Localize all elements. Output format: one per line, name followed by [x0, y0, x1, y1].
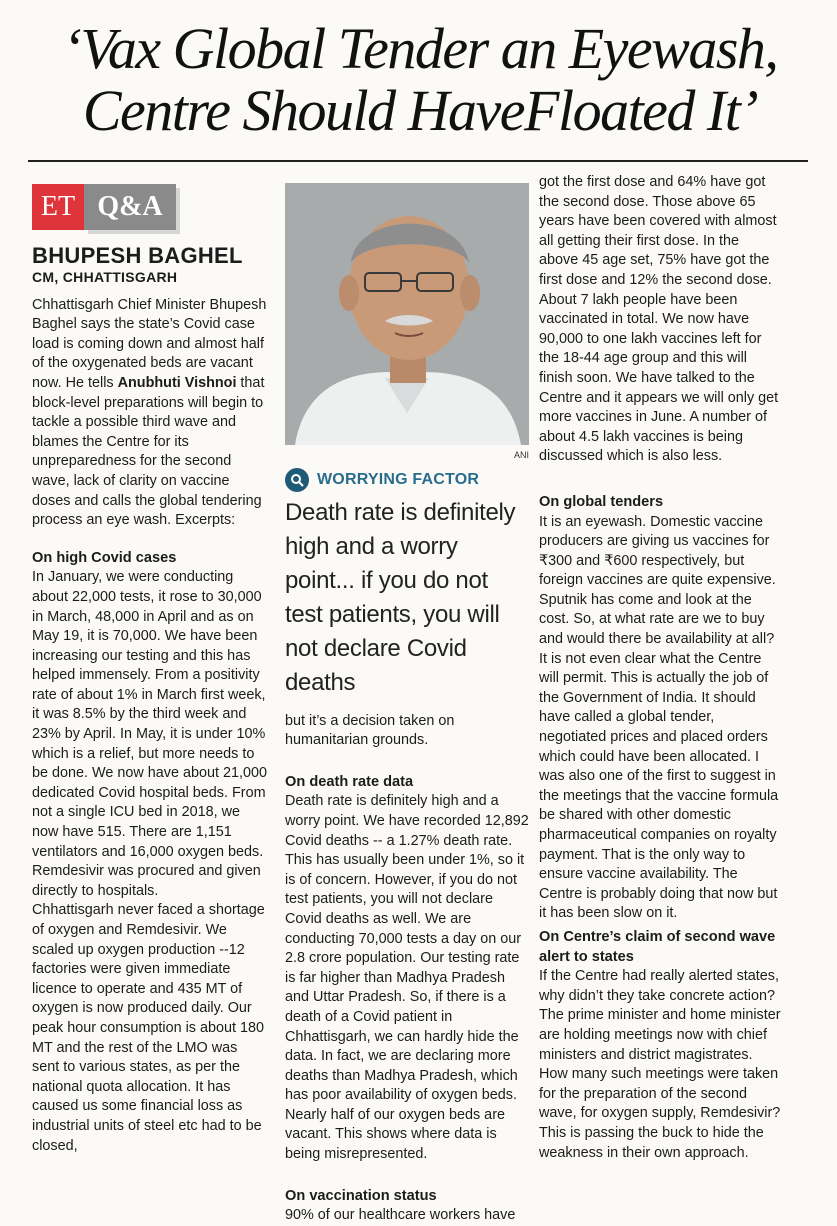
- headline-rule: [28, 160, 808, 162]
- intro-text-before: Chhattisgarh Chief Minister Bhupesh Baghel says the state’s Covid case load is coming down and almost half of the oxygenated beds are vacant now. He tells: [32, 296, 267, 391]
- column-right: [539, 173, 781, 1163]
- portrait-illustration: [285, 183, 529, 445]
- subhead-global-tenders: On global tenders: [539, 493, 664, 510]
- vaccination-paragraph-start: 90% of our healthcare workers have: [285, 1207, 516, 1224]
- interviewee-name: BHUPESH BAGHEL: [32, 243, 243, 268]
- qa-label: Q&A: [84, 184, 176, 230]
- pull-quote: Death rate is definitely high and a worry point... if you do not test patients, you will not declare Covid deaths: [285, 498, 516, 696]
- et-logo: ET: [32, 184, 84, 230]
- interviewee-role: CM, CHHATTISGARH: [32, 269, 178, 285]
- intro-text-after: that block-level preparations will begin to tackle a possible third wave and blames the Centre for its unpreparedness for the second wave, lack of clarity on vaccine doses and calls the global tendering process an eye wash. Excerpts:: [32, 374, 265, 529]
- subhead-high-covid: On high Covid cases: [32, 549, 177, 566]
- headline-line-2: Centre Should HaveFloated It’: [82, 78, 758, 143]
- column-left: [32, 184, 268, 1156]
- second-wave-paragraph: If the Centre had really alerted states, why didn’t they take concrete action? The prime minister and home minister are holding meetings now with chief ministers and district magistrates. How many such meetings were taken for the preparation of the second wave, for oxygen supply, Remdesivir? This is passing the buck to hide the weakness in their own approach.: [539, 968, 781, 1161]
- intro-paragraph: [32, 296, 268, 531]
- portrait-photo: [285, 183, 529, 445]
- column-middle: [285, 183, 529, 1226]
- death-rate-paragraph: Death rate is definitely high and a worry point. We have recorded 12,892 Covid deaths -- a 1.27% death rate. This has usually been under 1%, so it is of concern. However, if you do not test patients, you will not declare Covid deaths as well. We are conducting 70,000 tests a day on our 2.8 crore population. Our testing rate is far higher than Madhya Pradesh and Uttar Pradesh. So, if there is a death of a Covid patient in Chhattisgarh, we can hardly hide the data. In fact, we are declaring more deaths than Madhya Pradesh, which has poor availability of oxygen beds. Nearly half of our oxygen beds are vacant. This shows where data is being misrepresented.: [285, 793, 529, 1163]
- subhead-second-wave: On Centre’s claim of second wave alert to states: [539, 928, 776, 965]
- photo-credit: ANI: [513, 450, 529, 460]
- reporter-name: Anubhuti Vishnoi: [117, 374, 237, 391]
- subhead-vaccination: On vaccination status: [285, 1187, 437, 1204]
- et-qa-badge: [32, 184, 268, 230]
- high-covid-paragraph-2: Chhattisgarh never faced a shortage of oxygen and Remdesivir. We scaled up oxygen production --12 factories were given immediate licence to operate and 435 MT of oxygen is now produced daily. Our peak hour consumption is about 180 MT and the rest of the LMO was sent to various states, as per the national quota allocation. It has caused us some financial loss as industrial units of steel etc had to be closed,: [32, 902, 265, 1154]
- magnifier-icon: [285, 468, 309, 492]
- high-covid-paragraph-1: In January, we were conducting about 22,000 tests, it rose to 30,000 in March, 48,000 in April and as on May 19, it is 70,000. We have been increasing our testing and this has helped immensely. From a positivity rate of about 1% in March first week, it was 8.5% by the third week and 23% by April. In May, it is under 10% which is a relief, but more needs to be done. We now have about 21,000 dedicated Covid hospital beds. From not a single ICU bed in 2018, we now have 515. There are 1,151 ventilators and 16,000 oxygen beds. Remdesivir was procured and given directly to hospitals.: [32, 569, 267, 899]
- worrying-factor-label: WORRYING FACTOR: [317, 470, 480, 488]
- headline: [20, 18, 820, 142]
- vaccination-paragraph-continued: got the first dose and 64% have got the second dose. Those above 65 years have been covered with almost all getting their first dose. In the above 45 age set, 75% have got the first dose and 12% the second dose. About 7 lakh people have been vaccinated in total. We now have 90,000 to one lakh vaccines left for the 18-44 age group and this will finish soon. We have talked to the Centre and it appears we will only get more vaccines in June. A number of about 4.5 lakh vaccines is being discussed which is also less.: [539, 174, 779, 465]
- global-tenders-paragraph: It is an eyewash. Domestic vaccine producers are giving us vaccines for ₹300 and ₹600 respectively, but foreign vaccines are quite expensive. Sputnik has come and look at the cost. So, at what rate are we to buy and would there be availability at all? It is not even clear what the Centre will permit. This is actually the job of the Government of India. It should have called a global tender, negotiated prices and placed orders which could have been allocated. I was also one of the first to suggest in the meetings that the vaccine formula be shared with other domestic pharmaceutical companies on royalty payment. That is the only way to ensure vaccine availability. The Centre is probably doing that now but it has been slow on it.: [539, 513, 779, 922]
- subhead-death-rate: On death rate data: [285, 773, 414, 790]
- worrying-factor-header: [285, 468, 529, 492]
- continuation-text: but it’s a decision taken on humanitarian grounds.: [285, 712, 455, 749]
- headline-line-1: ‘Vax Global Tender an Eyewash,: [62, 16, 778, 81]
